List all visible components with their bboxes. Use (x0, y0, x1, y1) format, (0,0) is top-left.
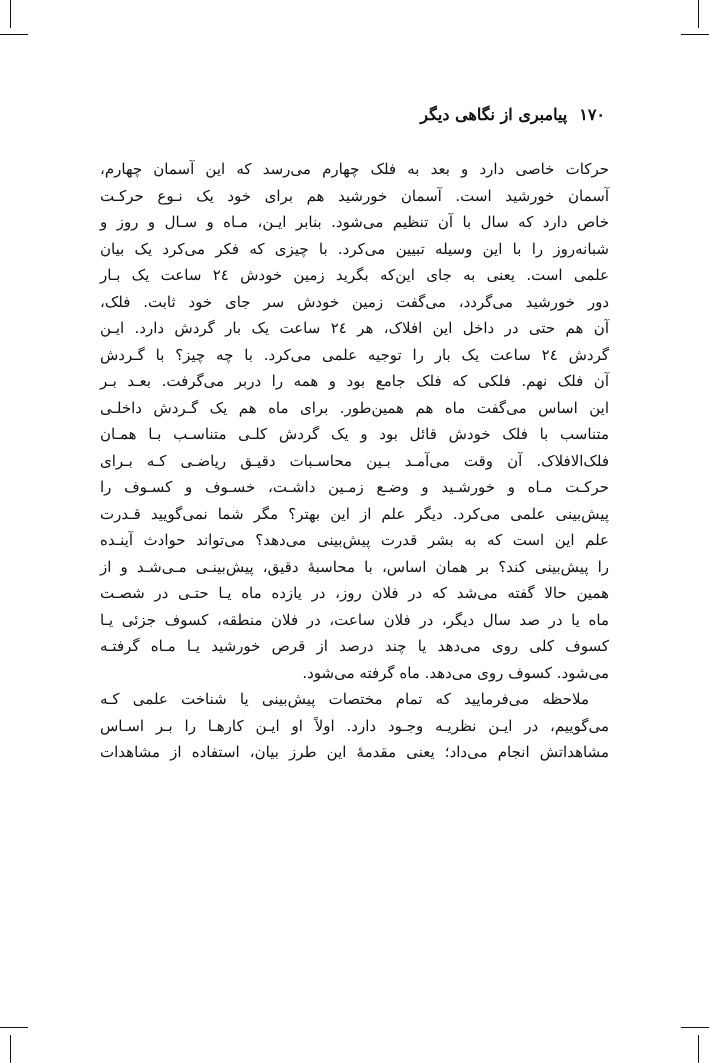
text-line: آن فلک نهم. فلکی که فلک جامع بود و همه را دربر می‌گرفت. بعـد بـر (100, 372, 609, 390)
text-line: می‌شود. کسوف روی می‌دهد. ماه گرفته می‌شود. (302, 663, 609, 682)
running-title: پیامبری از نگاهی دیگر (420, 105, 568, 124)
text-line: ماه یا در صد سال دیگر، در فلان ساعت، در فلان منطقه، کسوف جزئی یـا (100, 610, 609, 629)
crop-mark-top-right-vertical (698, 0, 699, 28)
text-line: حرکـت مـاه و خورشـید و وضـع زمـین داشـت، خسـوف و کسـوف را (100, 478, 609, 496)
crop-mark-top-left-vertical (10, 0, 11, 28)
paragraph-1 (100, 156, 609, 686)
text-line: آن هم حتی در داخل این افلاک، هر ۲٤ ساعت یک بار گردش دارد. ایـن (100, 319, 609, 337)
text-line: مشاهداتش انجام می‌داد؛ یعنی مقدمهٔ این طرز بیان، استفاده از مشاهدات (100, 743, 609, 761)
crop-mark-bottom-right-horizontal (681, 1027, 709, 1028)
text-line: فلک‌الافلاک. آن وقت می‌آمـد بـین محاسـبات دقیـق ریاضـی کـه بـرای (100, 451, 609, 470)
text-line: همین حالا گفته می‌شد که در فلان روز، در یازده ماه یـا حتـی در شصـت (100, 584, 609, 602)
text-line: می‌گوییم، در ایـن نظریـه وجـود دارد. اولاً او ایـن کارهـا را بـر اسـاس (100, 716, 609, 735)
page-number: ۱۷۰ (579, 105, 605, 124)
text-line: این اساس می‌گفت ماه هم همین‌طور. برای ماه هم یک گـردش داخلـی (100, 398, 609, 417)
text-line: گردش ۲٤ ساعت یک بار را توجیه علمی می‌کرد. با چه چیز؟ با گـردش (100, 345, 609, 364)
text-line: خاص دارد که سال با آن تنظیم می‌شود. بنابر ایـن، مـاه و سـال و روز و (100, 213, 609, 231)
text-line: علمی است. یعنی به جای این‌که بگرید زمین خودش ۲٤ ساعت یک بـار (100, 266, 609, 284)
text-line: متناسب با فلک خودش قائل بود و یک گردش کلـی متناسـب بـا همـان (100, 425, 609, 443)
text-line: شبانه‌روز را با این وسیله تبیین می‌کرد. با چیزی که فکر می‌کرد یک بیان (100, 239, 609, 258)
crop-mark-bottom-right-vertical (698, 1035, 699, 1063)
paragraph-2 (100, 686, 609, 766)
text-line: دور خورشید می‌گردد، می‌گفت زمین خودش سر جای خود ثابت. فلک، (100, 292, 609, 311)
text-line: ملاحظه می‌فرمایید که تمام مختصات پیش‌بینی یا شناخت علمی کـه (100, 690, 589, 708)
text-line: آسمان خورشید است. آسمان خورشید هم برای خود یک نـوع حرکـت (100, 186, 609, 205)
crop-mark-top-left-horizontal (0, 34, 28, 35)
text-line: را پیش‌بینی کند؟ بر همان اساس، با محاسبهٔ دقیق، پیش‌بینـی مـی‌شـد و از (100, 557, 609, 576)
crop-mark-bottom-left-horizontal (0, 1027, 28, 1028)
crop-mark-bottom-left-vertical (10, 1035, 11, 1063)
text-line: علم این است که به بشر قدرت پیش‌بینی می‌دهد؟ می‌تواند حوادث آینـده (100, 531, 609, 549)
crop-mark-top-right-horizontal (681, 34, 709, 35)
text-line: حرکات خاصی دارد و بعد به فلک چهارم می‌رسد که این آسمان چهارم، (100, 160, 609, 178)
text-line: پیش‌بینی علمی می‌کرد. دیگر علم از این بهتر؟ مگر شما نمی‌گویید قـدرت (100, 504, 609, 523)
text-line: کسوف کلی روی می‌دهد یا چند درصد از قرص خورشید یـا مـاه گرفتـه (100, 637, 609, 655)
book-page (100, 104, 609, 766)
running-header (100, 104, 609, 126)
